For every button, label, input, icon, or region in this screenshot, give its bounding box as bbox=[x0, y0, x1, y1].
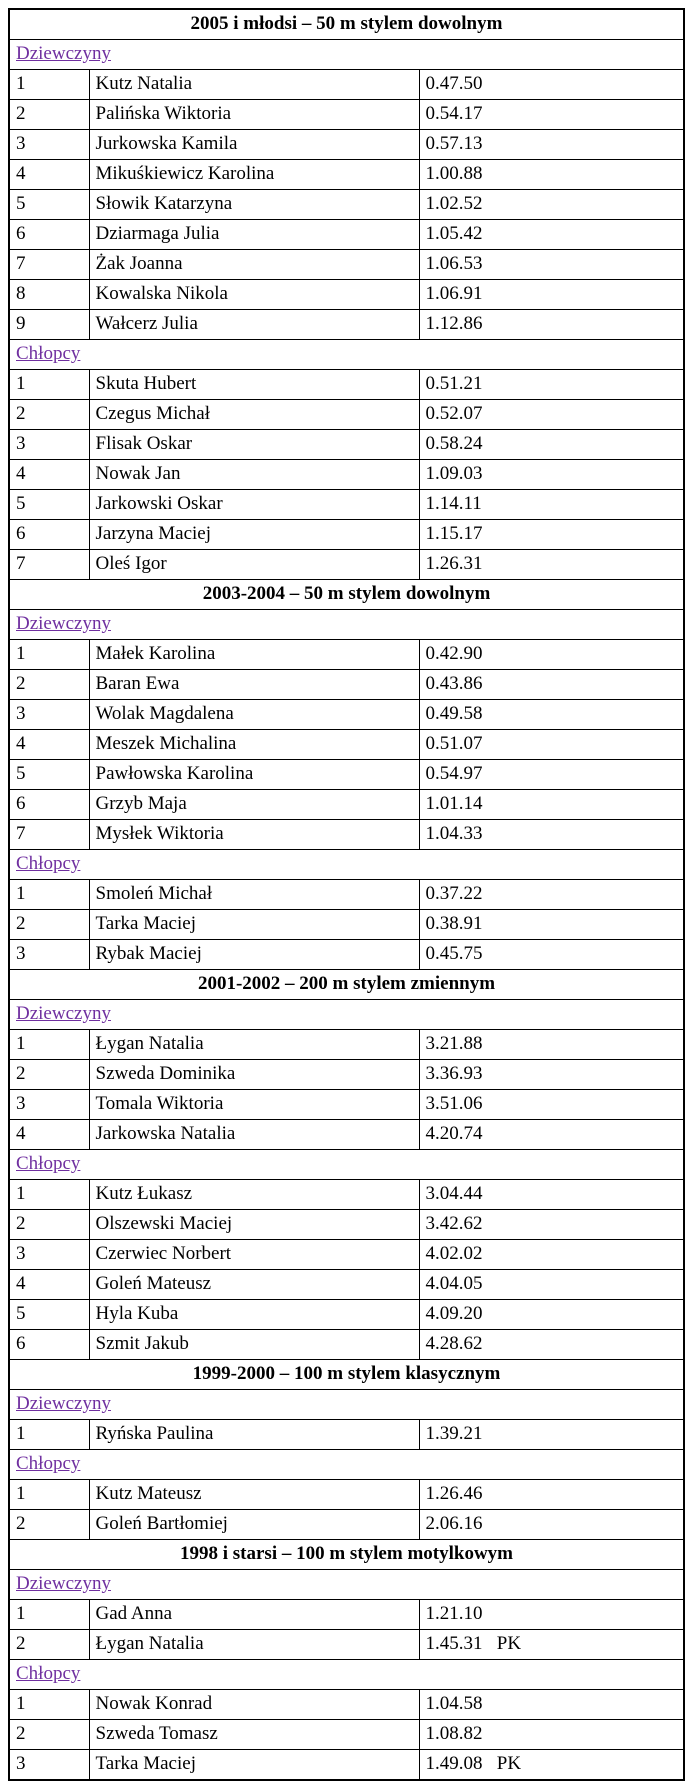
row-rank: 7 bbox=[9, 820, 89, 850]
row-name: Łygan Natalia bbox=[89, 1030, 419, 1060]
table-row bbox=[9, 280, 684, 310]
group-label: Dziewczyny bbox=[9, 40, 684, 70]
section-title: 1998 i starsi – 100 m stylem motylkowym bbox=[9, 1540, 684, 1570]
row-rank: 6 bbox=[9, 790, 89, 820]
row-rank: 6 bbox=[9, 1330, 89, 1360]
table-row bbox=[9, 70, 684, 100]
row-time: 1.04.58 bbox=[419, 1690, 684, 1720]
row-rank: 3 bbox=[9, 940, 89, 970]
row-time: 2.06.16 bbox=[419, 1510, 684, 1540]
row-time: 1.06.91 bbox=[419, 280, 684, 310]
row-time: 0.47.50 bbox=[419, 70, 684, 100]
table-row bbox=[9, 1300, 684, 1330]
group-header-row bbox=[9, 610, 684, 640]
row-time: 0.54.97 bbox=[419, 760, 684, 790]
table-row bbox=[9, 1330, 684, 1360]
row-name: Mikuśkiewicz Karolina bbox=[89, 160, 419, 190]
row-rank: 4 bbox=[9, 1270, 89, 1300]
row-rank: 3 bbox=[9, 700, 89, 730]
group-label: Dziewczyny bbox=[9, 1390, 684, 1420]
row-name: Kutz Mateusz bbox=[89, 1480, 419, 1510]
row-time: 1.06.53 bbox=[419, 250, 684, 280]
table-row bbox=[9, 1690, 684, 1720]
group-label: Dziewczyny bbox=[9, 610, 684, 640]
row-time: 0.43.86 bbox=[419, 670, 684, 700]
row-rank: 2 bbox=[9, 1720, 89, 1750]
row-name: Małek Karolina bbox=[89, 640, 419, 670]
group-label: Chłopcy bbox=[9, 1450, 684, 1480]
group-label: Chłopcy bbox=[9, 850, 684, 880]
table-row bbox=[9, 1600, 684, 1630]
section-title: 1999-2000 – 100 m stylem klasycznym bbox=[9, 1360, 684, 1390]
row-time: 4.20.74 bbox=[419, 1120, 684, 1150]
row-name: Rybak Maciej bbox=[89, 940, 419, 970]
row-name: Tarka Maciej bbox=[89, 1750, 419, 1781]
row-time: 4.09.20 bbox=[419, 1300, 684, 1330]
row-rank: 2 bbox=[9, 400, 89, 430]
group-label: Chłopcy bbox=[9, 1660, 684, 1690]
row-rank: 1 bbox=[9, 370, 89, 400]
row-rank: 2 bbox=[9, 910, 89, 940]
row-rank: 1 bbox=[9, 1480, 89, 1510]
table-row bbox=[9, 1060, 684, 1090]
table-row bbox=[9, 1750, 684, 1781]
row-rank: 5 bbox=[9, 1300, 89, 1330]
section-title: 2003-2004 – 50 m stylem dowolnym bbox=[9, 580, 684, 610]
results-table-body bbox=[9, 9, 684, 1780]
table-row bbox=[9, 940, 684, 970]
row-name: Łygan Natalia bbox=[89, 1630, 419, 1660]
row-rank: 1 bbox=[9, 70, 89, 100]
row-time: 4.02.02 bbox=[419, 1240, 684, 1270]
section-header-row bbox=[9, 970, 684, 1000]
row-time: 1.04.33 bbox=[419, 820, 684, 850]
group-header-row bbox=[9, 1660, 684, 1690]
row-time: 1.15.17 bbox=[419, 520, 684, 550]
row-rank: 2 bbox=[9, 1510, 89, 1540]
row-time: 1.00.88 bbox=[419, 160, 684, 190]
row-rank: 5 bbox=[9, 190, 89, 220]
row-time: 1.01.14 bbox=[419, 790, 684, 820]
section-header-row bbox=[9, 1360, 684, 1390]
row-time: 0.57.13 bbox=[419, 130, 684, 160]
row-time: 3.36.93 bbox=[419, 1060, 684, 1090]
row-time: 3.51.06 bbox=[419, 1090, 684, 1120]
row-rank: 7 bbox=[9, 550, 89, 580]
table-row bbox=[9, 1030, 684, 1060]
table-row bbox=[9, 100, 684, 130]
row-rank: 1 bbox=[9, 1420, 89, 1450]
row-rank: 4 bbox=[9, 730, 89, 760]
group-header-row bbox=[9, 850, 684, 880]
table-row bbox=[9, 880, 684, 910]
row-rank: 2 bbox=[9, 100, 89, 130]
table-row bbox=[9, 310, 684, 340]
row-name: Wolak Magdalena bbox=[89, 700, 419, 730]
row-time: 0.49.58 bbox=[419, 700, 684, 730]
row-time: 4.28.62 bbox=[419, 1330, 684, 1360]
group-label: Dziewczyny bbox=[9, 1570, 684, 1600]
group-header-row bbox=[9, 1570, 684, 1600]
group-header-row bbox=[9, 1390, 684, 1420]
table-row bbox=[9, 1480, 684, 1510]
row-time: 1.09.03 bbox=[419, 460, 684, 490]
row-name: Grzyb Maja bbox=[89, 790, 419, 820]
row-rank: 1 bbox=[9, 1600, 89, 1630]
row-time: 0.52.07 bbox=[419, 400, 684, 430]
row-name: Szweda Dominika bbox=[89, 1060, 419, 1090]
row-name: Skuta Hubert bbox=[89, 370, 419, 400]
table-row bbox=[9, 250, 684, 280]
row-rank: 5 bbox=[9, 760, 89, 790]
row-time: 1.02.52 bbox=[419, 190, 684, 220]
row-rank: 3 bbox=[9, 1090, 89, 1120]
table-row bbox=[9, 1630, 684, 1660]
row-name: Kutz Łukasz bbox=[89, 1180, 419, 1210]
row-rank: 3 bbox=[9, 1750, 89, 1781]
row-time: 0.58.24 bbox=[419, 430, 684, 460]
table-row bbox=[9, 1210, 684, 1240]
row-time: 1.12.86 bbox=[419, 310, 684, 340]
table-row bbox=[9, 400, 684, 430]
row-time: 1.14.11 bbox=[419, 490, 684, 520]
row-rank: 2 bbox=[9, 1630, 89, 1660]
row-rank: 3 bbox=[9, 1240, 89, 1270]
row-name: Mysłek Wiktoria bbox=[89, 820, 419, 850]
section-header-row bbox=[9, 1540, 684, 1570]
table-row bbox=[9, 790, 684, 820]
row-rank: 6 bbox=[9, 520, 89, 550]
table-row bbox=[9, 490, 684, 520]
row-name: Wałcerz Julia bbox=[89, 310, 419, 340]
row-rank: 1 bbox=[9, 1690, 89, 1720]
group-header-row bbox=[9, 1000, 684, 1030]
row-name: Słowik Katarzyna bbox=[89, 190, 419, 220]
row-name: Palińska Wiktoria bbox=[89, 100, 419, 130]
row-name: Jurkowska Kamila bbox=[89, 130, 419, 160]
row-name: Czerwiec Norbert bbox=[89, 1240, 419, 1270]
row-time: 1.26.31 bbox=[419, 550, 684, 580]
table-row bbox=[9, 1510, 684, 1540]
row-rank: 4 bbox=[9, 1120, 89, 1150]
row-time: 1.08.82 bbox=[419, 1720, 684, 1750]
row-name: Hyla Kuba bbox=[89, 1300, 419, 1330]
table-row bbox=[9, 1180, 684, 1210]
row-time: 0.51.07 bbox=[419, 730, 684, 760]
section-header-row bbox=[9, 9, 684, 40]
table-row bbox=[9, 460, 684, 490]
group-header-row bbox=[9, 40, 684, 70]
row-rank: 3 bbox=[9, 430, 89, 460]
row-rank: 7 bbox=[9, 250, 89, 280]
row-name: Gad Anna bbox=[89, 1600, 419, 1630]
section-header-row bbox=[9, 580, 684, 610]
row-name: Jarkowska Natalia bbox=[89, 1120, 419, 1150]
row-name: Pawłowska Karolina bbox=[89, 760, 419, 790]
row-name: Szmit Jakub bbox=[89, 1330, 419, 1360]
row-name: Kowalska Nikola bbox=[89, 280, 419, 310]
group-header-row bbox=[9, 1450, 684, 1480]
table-row bbox=[9, 190, 684, 220]
row-time: 1.45.31 PK bbox=[419, 1630, 684, 1660]
row-rank: 1 bbox=[9, 1180, 89, 1210]
table-row bbox=[9, 1090, 684, 1120]
table-row bbox=[9, 820, 684, 850]
group-label: Dziewczyny bbox=[9, 1000, 684, 1030]
row-rank: 2 bbox=[9, 1210, 89, 1240]
results-table bbox=[8, 8, 685, 1781]
table-row bbox=[9, 220, 684, 250]
table-row bbox=[9, 700, 684, 730]
row-name: Nowak Jan bbox=[89, 460, 419, 490]
row-name: Goleń Mateusz bbox=[89, 1270, 419, 1300]
table-row bbox=[9, 670, 684, 700]
table-row bbox=[9, 160, 684, 190]
table-row bbox=[9, 520, 684, 550]
row-name: Flisak Oskar bbox=[89, 430, 419, 460]
row-time: 4.04.05 bbox=[419, 1270, 684, 1300]
row-time: 1.05.42 bbox=[419, 220, 684, 250]
row-rank: 4 bbox=[9, 160, 89, 190]
row-time: 0.38.91 bbox=[419, 910, 684, 940]
table-row bbox=[9, 730, 684, 760]
row-name: Nowak Konrad bbox=[89, 1690, 419, 1720]
row-name: Tarka Maciej bbox=[89, 910, 419, 940]
row-rank: 2 bbox=[9, 670, 89, 700]
row-time: 3.04.44 bbox=[419, 1180, 684, 1210]
row-time: 1.21.10 bbox=[419, 1600, 684, 1630]
row-rank: 1 bbox=[9, 880, 89, 910]
row-time: 3.42.62 bbox=[419, 1210, 684, 1240]
row-time: 0.51.21 bbox=[419, 370, 684, 400]
table-row bbox=[9, 640, 684, 670]
row-rank: 2 bbox=[9, 1060, 89, 1090]
group-label: Chłopcy bbox=[9, 1150, 684, 1180]
row-name: Ryńska Paulina bbox=[89, 1420, 419, 1450]
row-name: Czegus Michał bbox=[89, 400, 419, 430]
row-rank: 1 bbox=[9, 1030, 89, 1060]
row-time: 1.26.46 bbox=[419, 1480, 684, 1510]
row-name: Smoleń Michał bbox=[89, 880, 419, 910]
table-row bbox=[9, 910, 684, 940]
table-row bbox=[9, 1420, 684, 1450]
row-time: 0.54.17 bbox=[419, 100, 684, 130]
table-row bbox=[9, 1270, 684, 1300]
row-name: Żak Joanna bbox=[89, 250, 419, 280]
row-time: 3.21.88 bbox=[419, 1030, 684, 1060]
row-time: 1.49.08 PK bbox=[419, 1750, 684, 1781]
row-name: Tomala Wiktoria bbox=[89, 1090, 419, 1120]
table-row bbox=[9, 550, 684, 580]
row-name: Kutz Natalia bbox=[89, 70, 419, 100]
row-time: 0.42.90 bbox=[419, 640, 684, 670]
row-rank: 1 bbox=[9, 640, 89, 670]
table-row bbox=[9, 760, 684, 790]
row-name: Szweda Tomasz bbox=[89, 1720, 419, 1750]
row-rank: 9 bbox=[9, 310, 89, 340]
row-name: Oleś Igor bbox=[89, 550, 419, 580]
row-name: Dziarmaga Julia bbox=[89, 220, 419, 250]
row-name: Baran Ewa bbox=[89, 670, 419, 700]
table-row bbox=[9, 430, 684, 460]
table-row bbox=[9, 370, 684, 400]
table-row bbox=[9, 130, 684, 160]
table-row bbox=[9, 1720, 684, 1750]
row-name: Goleń Bartłomiej bbox=[89, 1510, 419, 1540]
row-time: 0.37.22 bbox=[419, 880, 684, 910]
row-name: Jarzyna Maciej bbox=[89, 520, 419, 550]
section-title: 2005 i młodsi – 50 m stylem dowolnym bbox=[9, 9, 684, 40]
row-time: 0.45.75 bbox=[419, 940, 684, 970]
section-title: 2001-2002 – 200 m stylem zmiennym bbox=[9, 970, 684, 1000]
table-row bbox=[9, 1240, 684, 1270]
row-rank: 5 bbox=[9, 490, 89, 520]
group-label: Chłopcy bbox=[9, 340, 684, 370]
group-header-row bbox=[9, 1150, 684, 1180]
row-rank: 4 bbox=[9, 460, 89, 490]
row-rank: 3 bbox=[9, 130, 89, 160]
row-time: 1.39.21 bbox=[419, 1420, 684, 1450]
row-rank: 6 bbox=[9, 220, 89, 250]
row-rank: 8 bbox=[9, 280, 89, 310]
group-header-row bbox=[9, 340, 684, 370]
table-row bbox=[9, 1120, 684, 1150]
row-name: Jarkowski Oskar bbox=[89, 490, 419, 520]
row-name: Olszewski Maciej bbox=[89, 1210, 419, 1240]
row-name: Meszek Michalina bbox=[89, 730, 419, 760]
